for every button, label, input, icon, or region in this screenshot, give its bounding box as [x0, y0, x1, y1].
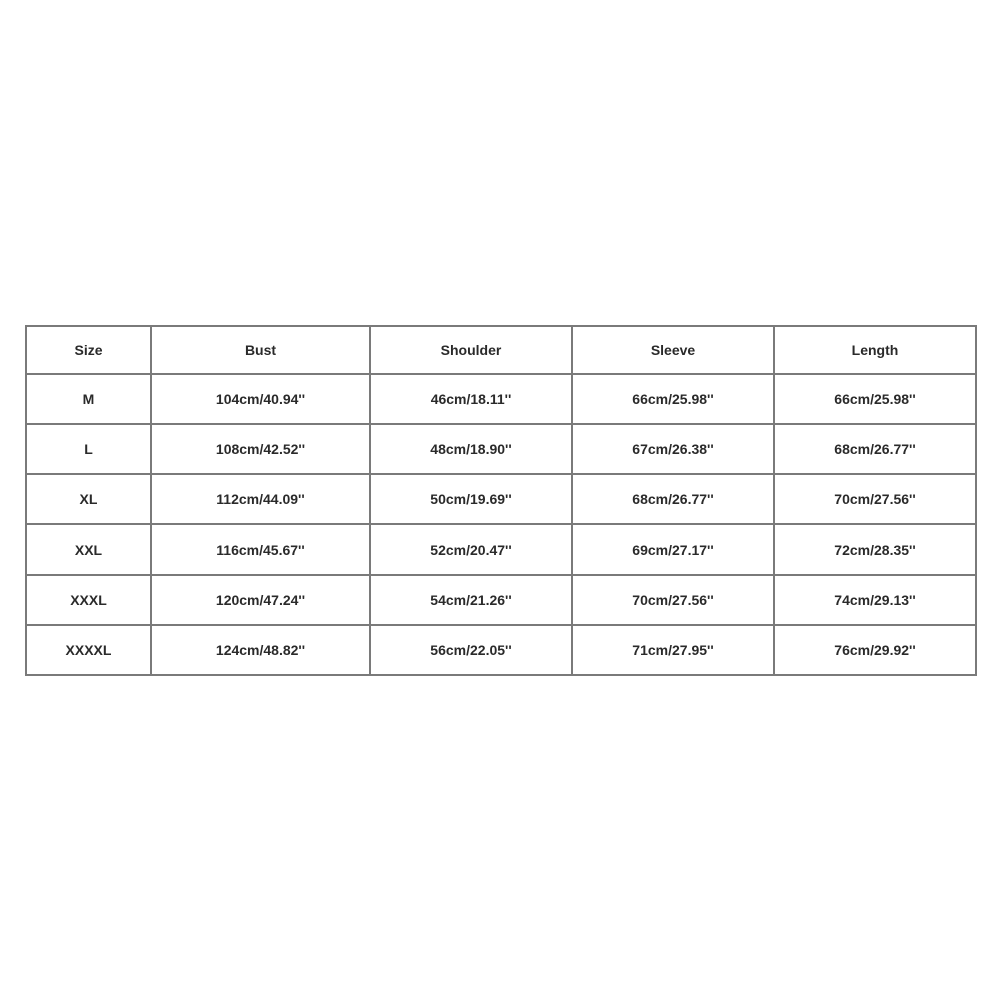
header-bust: Bust — [151, 326, 370, 374]
cell-size: XL — [26, 474, 151, 524]
header-sleeve: Sleeve — [572, 326, 774, 374]
cell-shoulder: 54cm/21.26'' — [370, 575, 572, 625]
cell-length: 72cm/28.35'' — [774, 524, 976, 574]
cell-length: 70cm/27.56'' — [774, 474, 976, 524]
cell-sleeve: 67cm/26.38'' — [572, 424, 774, 474]
header-row — [26, 326, 976, 374]
cell-sleeve: 70cm/27.56'' — [572, 575, 774, 625]
size-chart-table — [25, 325, 977, 676]
cell-shoulder: 46cm/18.11'' — [370, 374, 572, 424]
cell-sleeve: 71cm/27.95'' — [572, 625, 774, 675]
cell-size: L — [26, 424, 151, 474]
cell-sleeve: 66cm/25.98'' — [572, 374, 774, 424]
cell-length: 68cm/26.77'' — [774, 424, 976, 474]
cell-length: 76cm/29.92'' — [774, 625, 976, 675]
table-row — [26, 575, 976, 625]
cell-size: XXXXL — [26, 625, 151, 675]
cell-shoulder: 50cm/19.69'' — [370, 474, 572, 524]
cell-bust: 112cm/44.09'' — [151, 474, 370, 524]
cell-size: XXL — [26, 524, 151, 574]
cell-length: 74cm/29.13'' — [774, 575, 976, 625]
table-row — [26, 474, 976, 524]
header-length: Length — [774, 326, 976, 374]
cell-shoulder: 52cm/20.47'' — [370, 524, 572, 574]
cell-size: M — [26, 374, 151, 424]
header-shoulder: Shoulder — [370, 326, 572, 374]
cell-sleeve: 68cm/26.77'' — [572, 474, 774, 524]
cell-bust: 104cm/40.94'' — [151, 374, 370, 424]
table-row — [26, 424, 976, 474]
cell-shoulder: 48cm/18.90'' — [370, 424, 572, 474]
cell-shoulder: 56cm/22.05'' — [370, 625, 572, 675]
table-row — [26, 524, 976, 574]
cell-bust: 116cm/45.67'' — [151, 524, 370, 574]
cell-length: 66cm/25.98'' — [774, 374, 976, 424]
header-size: Size — [26, 326, 151, 374]
cell-bust: 108cm/42.52'' — [151, 424, 370, 474]
cell-sleeve: 69cm/27.17'' — [572, 524, 774, 574]
table-row — [26, 625, 976, 675]
cell-bust: 120cm/47.24'' — [151, 575, 370, 625]
cell-bust: 124cm/48.82'' — [151, 625, 370, 675]
table-row — [26, 374, 976, 424]
cell-size: XXXL — [26, 575, 151, 625]
